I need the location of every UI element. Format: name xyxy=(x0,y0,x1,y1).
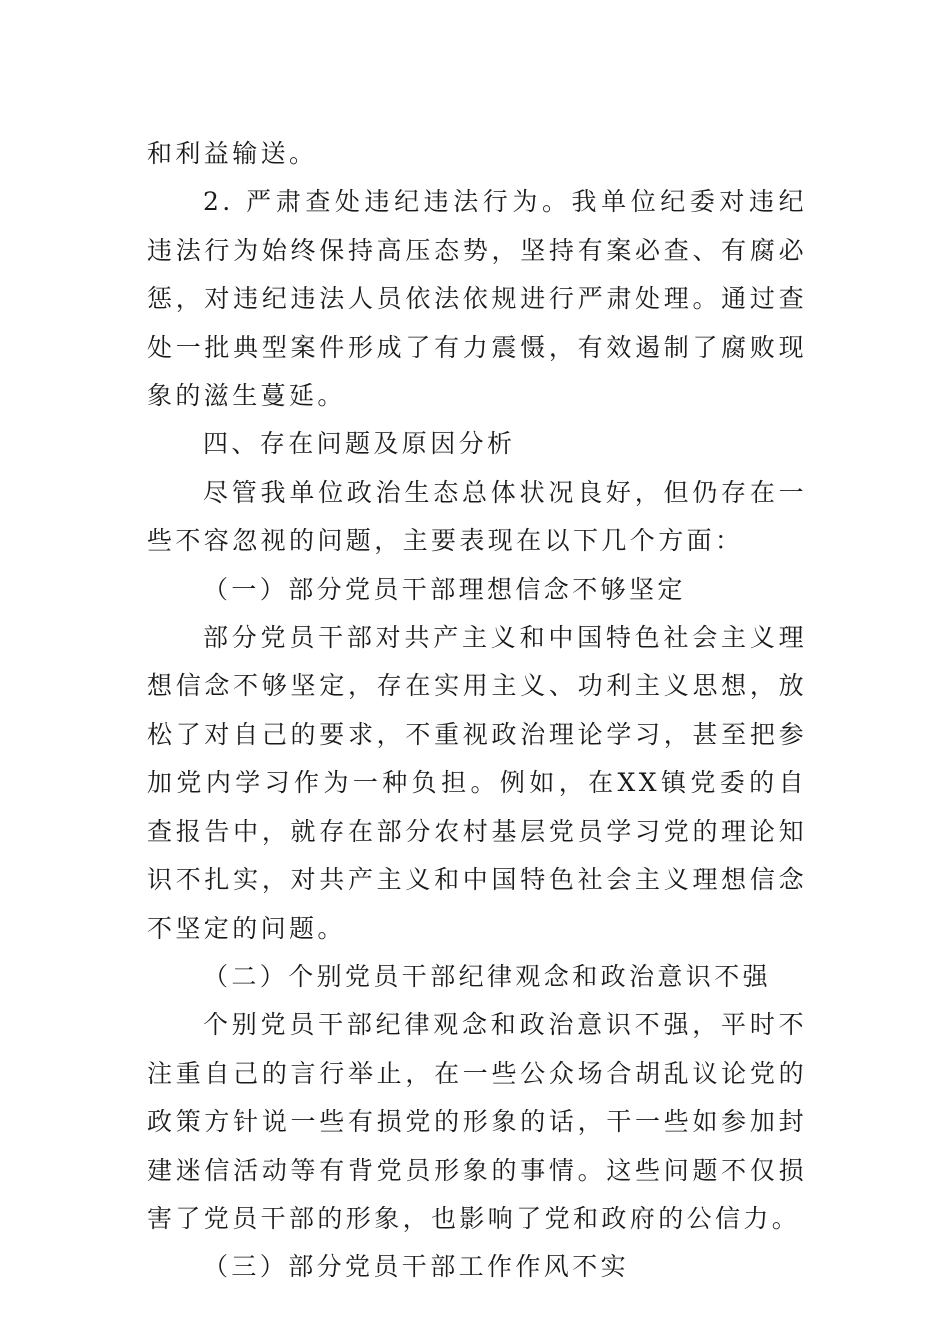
paragraph-body: 尽管我单位政治生态总体状况良好，但仍存在一些不容忽视的问题，主要表现在以下几个方面： xyxy=(147,477,807,556)
document-body xyxy=(147,130,807,1292)
section-heading: 四、存在问题及原因分析 xyxy=(203,429,516,459)
paragraph-body: 2. 严肃查处违纪违法行为。我单位纪委对违纪违法行为始终保持高压态势，坚持有案必查、有腐必惩，对违纪违法人员依法依规进行严肃处理。通过查处一批典型案件形成了有力震慑，有效遏制了腐败现象的滋生蔓延。 xyxy=(147,187,807,411)
paragraph-body: 部分党员干部对共产主义和中国特色社会主义理想信念不够坚定，存在实用主义、功利主义思想，放松了对自己的要求，不重视政治理论学习，甚至把参加党内学习作为一种负担。例如，在XX镇党委的自查报告中，就存在部分农村基层党员学习党的理论知识不扎实，对共产主义和中国特色社会主义理想信念不坚定的问题。 xyxy=(147,623,807,943)
subsection-heading: （三）部分党员干部工作作风不实 xyxy=(203,1252,630,1282)
subsection-heading: （二）个别党员干部纪律观念和政治意识不强 xyxy=(203,961,772,991)
paragraph-continuation: 和利益输送。 xyxy=(147,139,318,168)
paragraph-body: 个别党员干部纪律观念和政治意识不强，平时不注重自己的言行举止，在一些公众场合胡乱议论党的政策方针说一些有损党的形象的话，干一些如参加封建迷信活动等有背党员形象的事情。这些问题不仅损害了党员干部的形象，也影响了党和政府的公信力。 xyxy=(147,1010,807,1233)
subsection-heading: （一）部分党员干部理想信念不够坚定 xyxy=(203,574,686,604)
